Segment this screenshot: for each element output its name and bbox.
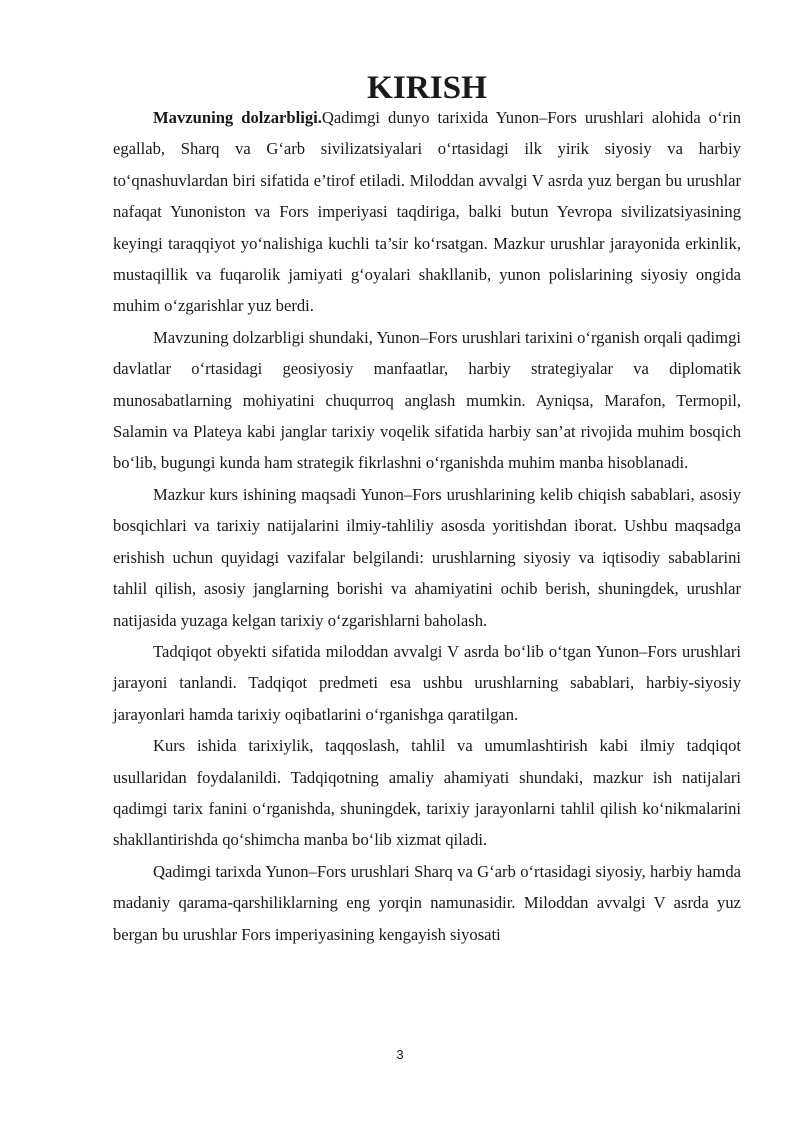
page-number: 3: [396, 1047, 404, 1062]
paragraph-text: Tadqiqot obyekti sifatida miloddan avvalgi V asrda bo‘lib o‘tgan Yunon–Fors urushlari jarayoni tanlandi. Tadqiqot predmeti esa ushbu urushlarning sabablari, harbiy-siyosiy jarayonlari hamda tarixiy oqibatlarini o‘rganishga qaratilgan.: [113, 641, 741, 724]
page-content: [113, 69, 741, 950]
paragraph: [113, 636, 741, 730]
paragraph-text: Mazkur kurs ishining maqsadi Yunon–Fors urushlarining kelib chiqish sabablari, asosiy bosqichlari va tarixiy natijalarini ilmiy-tahliliy asosda yoritishdan iborat. Ushbu maqsadga erishish uchun quyidagi vazifalar belgilandi: urushlarning siyosiy va iqtisodiy sabablarini tahlil qilish, asosiy janglarning borishi va ahamiyatini ochib berish, shuningdek, urushlar natijasida yuzaga kelgan tarixiy o‘zgarishlarni baholash.: [113, 484, 741, 630]
paragraph: [113, 322, 741, 479]
paragraph-text: Kurs ishida tarixiylik, taqqoslash, tahlil va umumlashtirish kabi ilmiy tadqiqot usullaridan foydalanildi. Tadqiqotning amaliy ahamiyati shundaki, mazkur ish natijalari qadimgi tarix fanini o‘rganishda, shuningdek, tarixiy jarayonlarni tahlil qilish ko‘nikmalarini shakllantirishda qo‘shimcha manba bo‘lib xizmat qiladi.: [113, 736, 741, 850]
paragraph-text: Qadimgi dunyo tarixida Yunon–Fors urushlari alohida o‘rin egallab, Sharq va G‘arb sivilizatsiyalari o‘rtasidagi ilk yirik siyosiy va harbiy to‘qnashuvlardan biri sifatida e’tirof etiladi. Miloddan avvalgi V asrda yuz bergan bu urushlar nafaqat Yunoniston va Fors imperiyasi taqdiriga, balki butun Yevropa sivilizatsiyasining keyingi taraqqiyot yo‘nalishiga kuchli ta’sir ko‘rsatgan. Mazkur urushlar jarayonida erkinlik, mustaqillik va fuqarolik jamiyati g‘oyalari shakllanib, yunon polislarining siyosiy ongida muhim o‘zgarishlar yuz berdi.: [113, 108, 741, 316]
section-heading: KIRISH: [367, 69, 487, 106]
paragraph-text: Qadimgi tarixda Yunon–Fors urushlari Sharq va G‘arb o‘rtasidagi siyosiy, harbiy hamda madaniy qarama-qarshiliklarning eng yorqin namunasidir. Miloddan avvalgi V asrda yuz bergan bu urushlar Fors imperiyasining kengayish siyosati: [113, 861, 741, 944]
paragraph-lead: Mavzuning dolzarbligi.: [153, 108, 322, 127]
paragraph: [113, 730, 741, 856]
paragraph: [113, 102, 741, 322]
paragraph: [113, 856, 741, 950]
paragraph-text: Mavzuning dolzarbligi shundaki, Yunon–Fors urushlari tarixini o‘rganish orqali qadimgi davlatlar o‘rtasidagi geosiyosiy manfaatlar, harbiy strategiyalar va diplomatik munosabatlarning mohiyatini chuqurroq anglash mumkin. Ayniqsa, Marafon, Termopil, Salamin va Plateya kabi janglar tarixiy voqelik sifatida harbiy san’at rivojida muhim bosqich bo‘lib, bugungi kunda ham strategik fikrlashni o‘rganishda muhim manba hisoblanadi.: [113, 327, 741, 473]
paragraph: [113, 479, 741, 636]
